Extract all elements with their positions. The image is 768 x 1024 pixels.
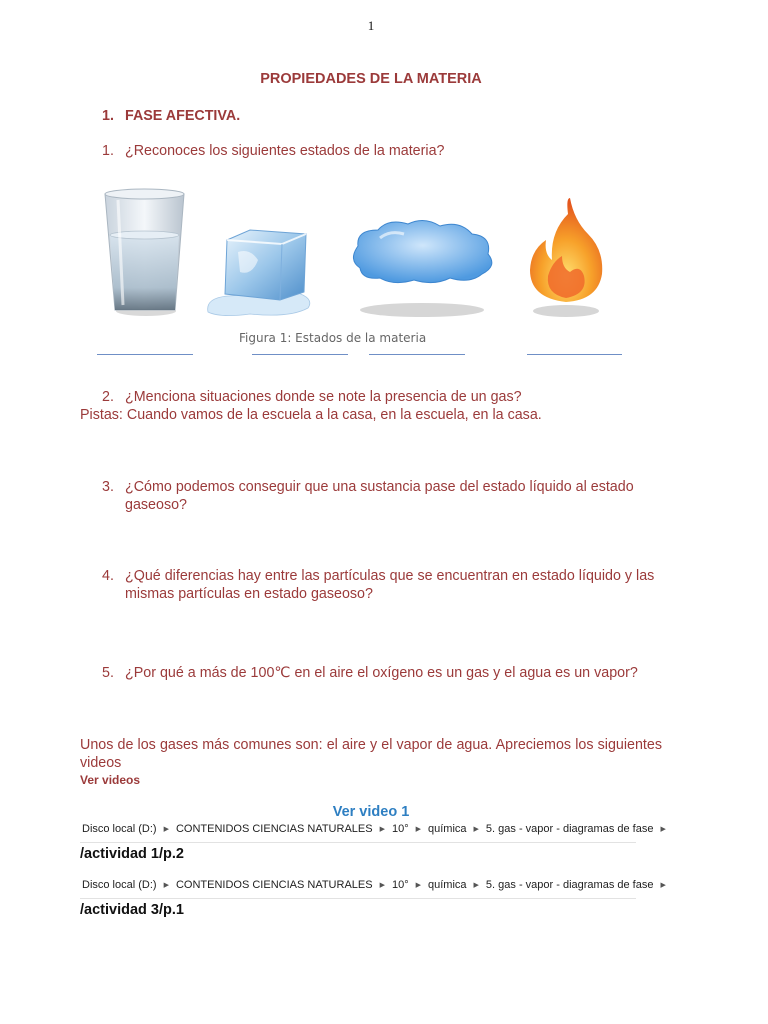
activity-path-2: /actividad 3/p.1	[80, 902, 184, 918]
path-arrow-icon: ▶	[163, 882, 169, 889]
path-divider	[80, 898, 636, 899]
question-text: ¿Menciona situaciones donde se note la presencia de un gas?	[125, 389, 522, 405]
question-1	[0, 142, 742, 160]
question-4	[0, 567, 742, 603]
gases-paragraph: Unos de los gases más comunes son: el aire y el vapor de agua. Apreciemos los siguientes videos	[80, 737, 662, 771]
question-number: 4.	[102, 568, 114, 584]
hint-text: Pistas: Cuando vamos de la escuela a la casa, en la escuela, en la casa.	[80, 407, 542, 423]
document-title: PROPIEDADES DE LA MATERIA	[260, 71, 482, 87]
question-text: ¿Cómo podemos conseguir que una sustancia pase del estado líquido al estado gaseoso?	[125, 479, 634, 513]
states-of-matter-figure	[90, 180, 630, 325]
path-segment: Disco local (D:)	[82, 823, 157, 835]
path-arrow-icon: ▶	[660, 882, 666, 889]
path-segment: 5. gas - vapor - diagramas de fase	[485, 879, 654, 891]
question-number: 3.	[102, 479, 114, 495]
page-number: 1	[367, 18, 375, 33]
path-segment: 10°	[391, 879, 409, 891]
phase-label: FASE AFECTIVA.	[125, 108, 241, 124]
figure-caption: Figura 1: Estados de la materia	[239, 331, 427, 345]
path-arrow-icon: ▶	[163, 826, 169, 833]
path-arrow-icon: ▶	[473, 826, 479, 833]
question-2	[0, 388, 742, 406]
question-text: ¿Qué diferencias hay entre las partículas que se encuentran en estado líquido y las mismas partículas en estado gaseoso?	[125, 568, 655, 602]
fire-icon	[530, 198, 602, 317]
path-segment: química	[428, 823, 467, 835]
answer-blank-2[interactable]	[252, 354, 348, 355]
phase-number: 1.	[102, 108, 114, 124]
cloud-icon	[353, 220, 491, 317]
path-arrow-icon: ▶	[379, 826, 385, 833]
question-text: ¿Por qué a más de 100℃ en el aire el oxígeno es un gas y el agua es un vapor?	[125, 665, 638, 681]
ice-cube-icon	[208, 230, 310, 316]
path-segment: CONTENIDOS CIENCIAS NATURALES	[175, 879, 373, 891]
path-arrow-icon: ▶	[660, 826, 666, 833]
question-text: ¿Reconoces los siguientes estados de la materia?	[125, 143, 445, 159]
ver-videos-label: Ver videos	[80, 773, 141, 787]
ver-video-1-link[interactable]: Ver video 1	[332, 804, 410, 820]
answer-blank-4[interactable]	[527, 354, 622, 355]
path-segment: química	[428, 879, 467, 891]
path-arrow-icon: ▶	[473, 882, 479, 889]
path-divider	[80, 842, 636, 843]
path-segment: 5. gas - vapor - diagramas de fase	[485, 823, 654, 835]
path-arrow-icon: ▶	[415, 826, 421, 833]
question-5	[0, 664, 742, 700]
folder-path-1[interactable]	[82, 823, 673, 835]
path-arrow-icon: ▶	[415, 882, 421, 889]
question-number: 5.	[102, 665, 114, 681]
answer-blank-3[interactable]	[369, 354, 465, 355]
question-3	[0, 478, 742, 514]
question-number: 1.	[102, 143, 114, 159]
path-segment: Disco local (D:)	[82, 879, 157, 891]
folder-path-2[interactable]	[82, 879, 673, 891]
path-arrow-icon: ▶	[379, 882, 385, 889]
question-number: 2.	[102, 389, 114, 405]
glass-of-water-icon	[105, 189, 184, 316]
activity-path-1: /actividad 1/p.2	[80, 846, 184, 862]
answer-blank-1[interactable]	[97, 354, 193, 355]
phase-heading	[0, 107, 742, 125]
path-segment: CONTENIDOS CIENCIAS NATURALES	[175, 823, 373, 835]
path-segment: 10°	[391, 823, 409, 835]
